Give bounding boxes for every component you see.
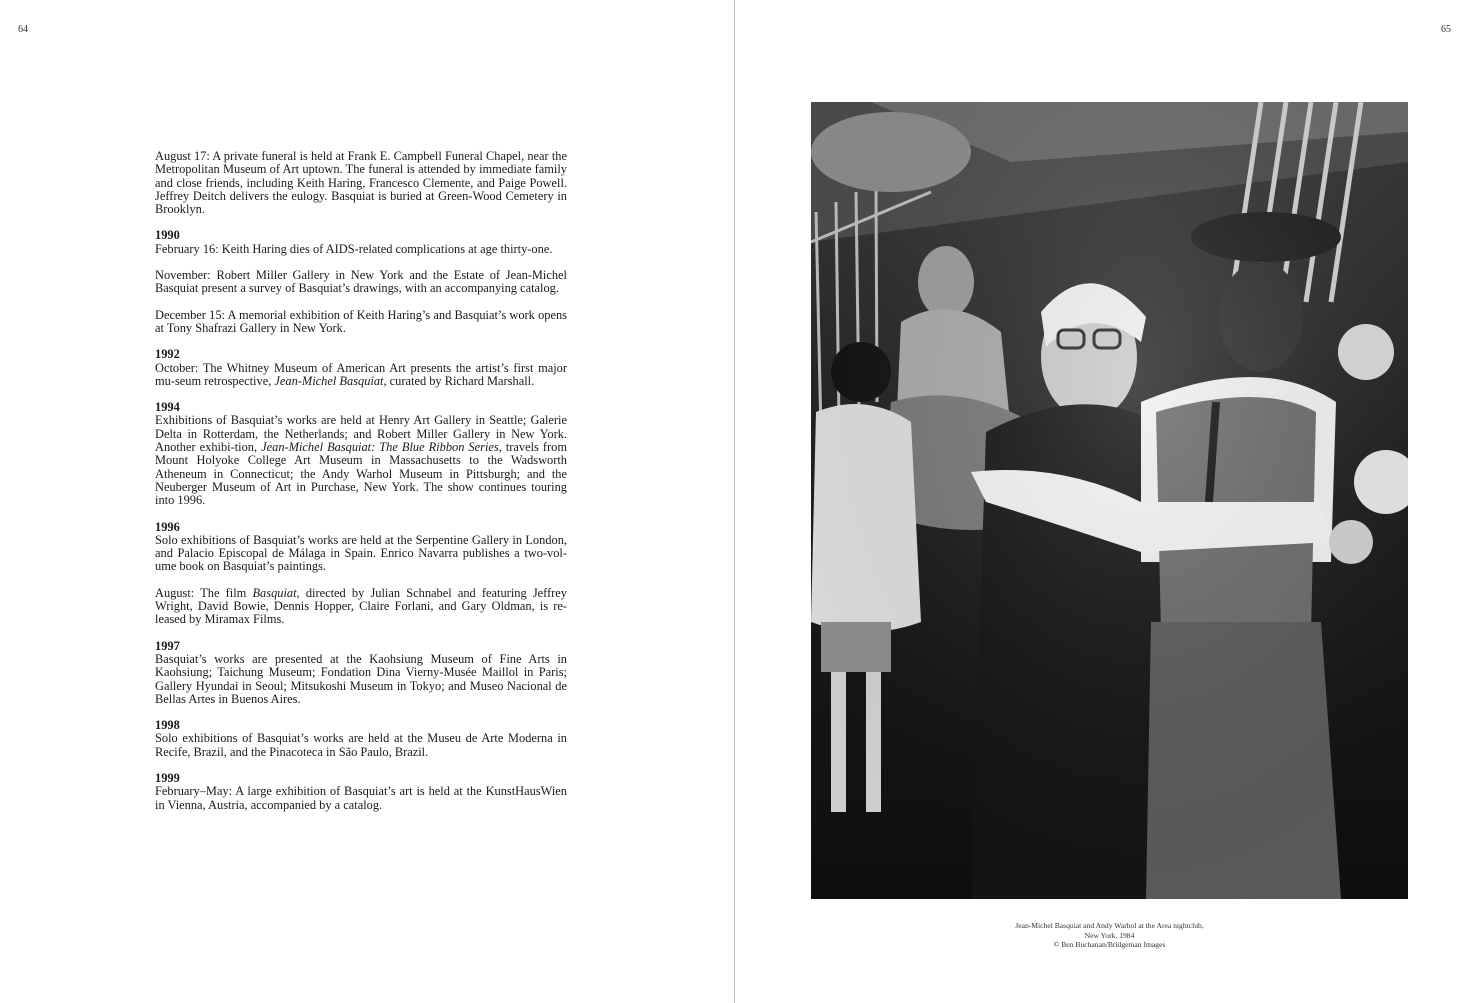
entry-1992 [155, 348, 567, 388]
exhibition-title: Jean-Michel Basquiat: The Blue Ribbon Series [261, 440, 499, 455]
text-run: , travels from Mount Holyoke College Art Museum in Massachusetts to the Wadsworth Atheneum in Connecticut; the Andy Warhol Museum in Pittsburgh; and the Neuberger Museum of Art in Purchase, New York. The show continues touring into 1996. [155, 440, 567, 508]
right-page [735, 0, 1470, 1003]
page-number-left: 64 [18, 24, 28, 35]
year-heading: 1996 [155, 519, 180, 534]
year-heading: 1990 [155, 228, 180, 243]
text-run: Exhibitions of Basquiat’s works are held at Henry Art Gallery in Seattle; Galerie Delta in Rotterdam, the Netherlands; and Robert Miller Gallery in New York. Another exhibi-tion, [155, 413, 567, 455]
text-run: October: The Whitney Museum of American Art presents the artist’s first major mu-seum retrospective, [155, 360, 567, 388]
caption-credit: © Ben Buchanan/Bridgeman Images [1053, 940, 1166, 950]
exhibition-title: Jean-Michel Basquiat [274, 373, 384, 388]
year-heading: 1999 [155, 770, 180, 785]
entry-1989-august [155, 150, 567, 216]
paragraph: December 15: A memorial exhibition of Keith Haring’s and Basquiat’s work opens at Tony Shafrazi Gallery in New York. [155, 307, 567, 335]
caption-line: Jean-Michel Basquiat and Andy Warhol at the Area nightclub, [1015, 921, 1204, 930]
paragraph: Basquiat’s works are presented at the Kaohsiung Museum of Fine Arts in Kaohsiung; Taichung Museum; Fondation Dina Vierny-Musée Maillol in Paris; Gallery Hyundai in Seoul; Mitsukoshi Museum in Tokyo; and Museo Nacional de Bellas Artes in Buenos Aires. [155, 651, 567, 706]
entry-1999 [155, 772, 567, 812]
paragraph: February–May: A large exhibition of Basquiat’s art is held at the KunstHausWien in Vienna, Austria, accompanied by a catalog. [155, 784, 567, 812]
entry-1998 [155, 719, 567, 759]
entry-1994 [155, 401, 567, 507]
text-run: , curated by Richard Marshall. [383, 373, 535, 388]
film-title: Basquiat [252, 585, 297, 600]
year-heading: 1992 [155, 347, 180, 362]
text-run: August: The film [155, 585, 253, 600]
caption-line: New York, 1984 [1084, 930, 1135, 940]
paragraph: Solo exhibitions of Basquiat’s works are held at the Serpentine Gallery in London, and Palacio Episcopal de Málaga in Spain. Enrico Navarra publishes a two-vol-ume book on Basquiat’s paintings. [155, 532, 567, 574]
entry-1990 [155, 229, 567, 335]
chronology-text [155, 150, 567, 825]
paragraph: August 17: A private funeral is held at Frank E. Campbell Funeral Chapel, near the Metropolitan Museum of Art uptown. The funeral is attended by immediate family and close friends, including Keith Haring, Francesco Clemente, and Paige Powell. Jeffrey Deitch delivers the eulogy. Basquiat is buried at Green-Wood Cemetery in Brooklyn. [155, 149, 567, 217]
paragraph: February 16: Keith Haring dies of AIDS-related complications at age thirty-one. [155, 241, 553, 256]
photo-illustration [811, 102, 1408, 899]
photograph [811, 102, 1408, 899]
entry-1996 [155, 521, 567, 627]
paragraph [155, 362, 567, 389]
entry-1997 [155, 640, 567, 706]
paragraph [155, 414, 567, 507]
left-page [0, 0, 734, 1003]
paragraph: Solo exhibitions of Basquiat’s works are held at the Museu de Arte Moderna in Recife, Brazil, and the Pinacoteca in São Paulo, Brazil. [155, 731, 567, 759]
photo-caption [811, 921, 1408, 950]
year-heading: 1998 [155, 718, 180, 733]
paragraph [155, 587, 567, 627]
page-number-right: 65 [1441, 24, 1451, 35]
year-heading: 1994 [155, 400, 180, 415]
text-run: , directed by Julian Schnabel and featuring Jeffrey Wright, David Bowie, Dennis Hopper, Claire Forlani, and Gary Oldman, is re-leased by Miramax Films. [155, 585, 567, 627]
paragraph: November: Robert Miller Gallery in New York and the Estate of Jean-Michel Basquiat present a survey of Basquiat’s drawings, with an accompanying catalog. [155, 268, 567, 296]
year-heading: 1997 [155, 638, 180, 653]
